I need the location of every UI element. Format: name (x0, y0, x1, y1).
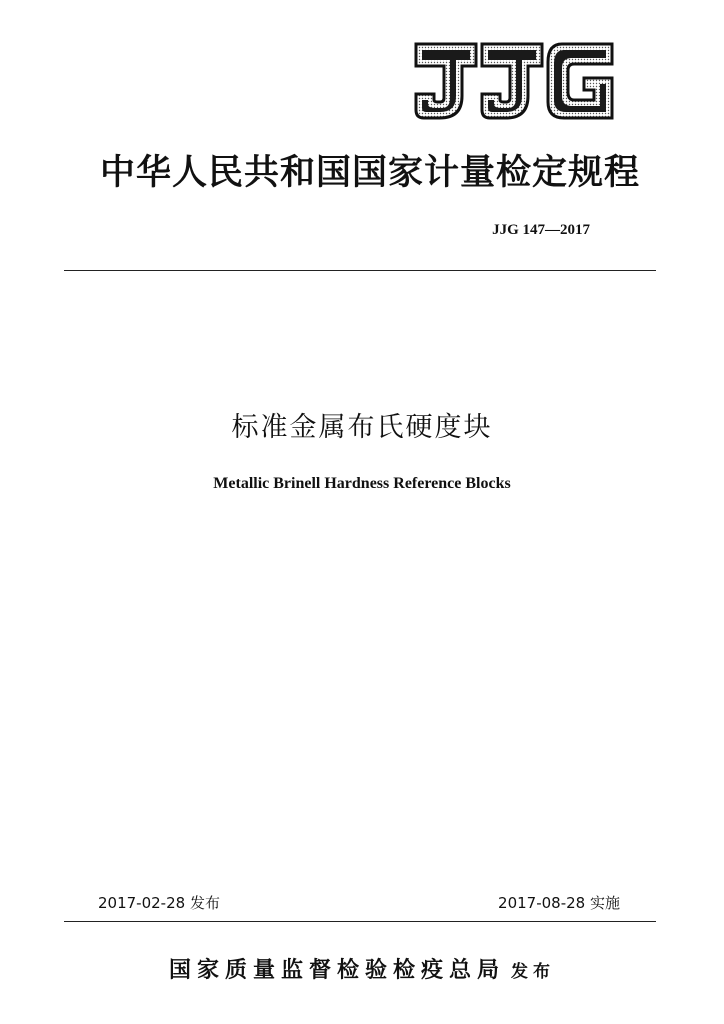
series-title: 中华人民共和国国家计量检定规程 (99, 152, 640, 193)
document-title-english: Metallic Brinell Hardness Reference Blocks (213, 475, 511, 492)
issue-date: 2017-02-28 发布 (98, 894, 220, 912)
publisher-name: 国家质量监督检验检疫总局 (168, 957, 505, 983)
logo-letter-g (548, 44, 612, 118)
publisher (0, 953, 724, 984)
jjg-logo-icon (412, 40, 617, 122)
standard-number: JJG 147—2017 (492, 222, 590, 238)
implementation-date: 2017-08-28 实施 (498, 894, 620, 912)
document-title-chinese: 标准金属布氏硬度块 (231, 412, 493, 443)
header-divider (64, 270, 656, 271)
publisher-suffix: 发布 (511, 962, 555, 982)
logo-letter-j1 (416, 44, 476, 118)
logo-letter-j2 (482, 44, 542, 118)
footer-divider (64, 921, 656, 922)
